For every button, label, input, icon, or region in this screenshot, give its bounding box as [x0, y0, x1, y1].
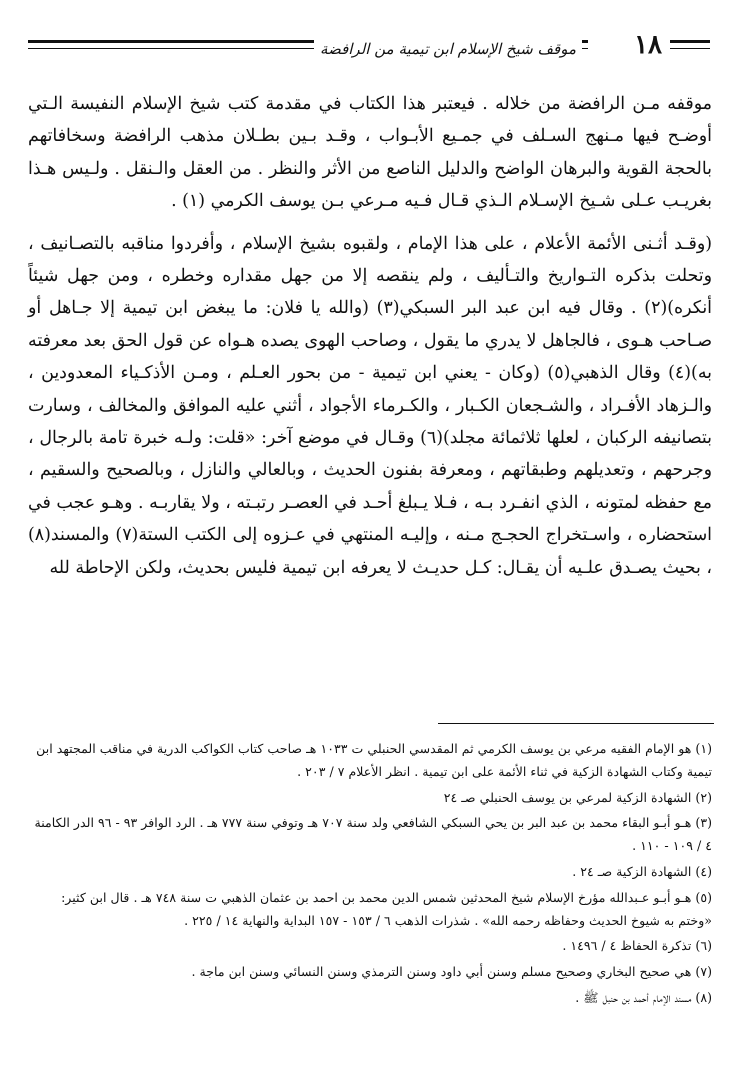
- footnote-item: (٢) الشهادة الزكية لمرعي بن يوسف الحنبلي صـ ٢٤: [443, 789, 712, 805]
- main-text: [28, 88, 712, 594]
- header-rule-right-thick: [670, 40, 710, 43]
- page-header: [28, 28, 710, 68]
- body-paragraph: موقفه مـن الرافضة من خلاله . فيعتبر هذا الكتاب في مقدمة كتب شيخ الإسلام النفيسة الـتي أوضـح فيها مـنهج السـلف في جمـيع الأبـواب ، وقـد بـين بطـلان مذهب الرافضة وسخافاتهم بالحجة القوية والبرهان الواضح والدليل الناصع من الأثر والنظر . من العقل والـنقل . ولـيس هـذا بغريـب عـلى شـيخ الإسـلام الـذي قـال فـيه مـرعي بـن يوسف الكرمي (١) .: [28, 94, 712, 212]
- footnote-item: (١) هو الإمام الفقيه مرعي بن يوسف الكرمي ثم المقدسي الحنبلي ت ١٠٣٣ هـ صاحب كتاب الكواكب الدرية في مناقب المجتهد ابن تيمية وكتاب الشهادة الزكية في ثناء الأئمة على ابن تيمية . انظر الأعلام ٧ / ٢٠٣ .: [36, 741, 712, 779]
- footnote-item: (٥) هـو أبـو عـبدالله مؤرخ الإسلام شيخ المحدثين شمس الدين محمد بن احمد بن عثمان الذهبي ت سنة ٧٤٨ هـ . قال ابن كثير: «وختم به شيوخ الحديث وحفاظه رحمه الله» . شذرات الذهب ٦ / ١٥٣ - ١٥٧ البداية والنهاية ١٤ / ٢٢٥ .: [61, 889, 712, 928]
- header-rule-right-thin: [670, 48, 710, 49]
- footnote-separator: [438, 723, 714, 724]
- body-paragraph: (وقـد أثـنى الأئمة الأعلام ، على هذا الإمام ، ولقبوه بشيخ الإسلام ، وأفردوا مناقبه بالتصـانيف ، وتحلت بذكره التـواريخ والتـأليف ، ولم ينقصه إلا من جهل مقداره وخطره ، ومن جهل شيئاً أنكره)(٢) . وقال فيه ابن عبد البر السبكي(٣) (والله يا فلان: ما يبغض ابن تيمية إلا جـاهل أو صـاحب هـوى ، فالجاهل لا يدري ما يقول ، وصاحب الهوى يصده هـواه عن قول الحق بعد معرفته به)(٤) وقال الذهبي(٥) (وكان - يعني ابن تيمية - من بحور العـلم ، ومـن الأذكـياء المعدودين ، والـزهاد الأفـراد ، والشـجعان الكـبار ، والكـرماء الأجواد ، أثني عليه الموافق والمخالف ، وسارت بتصانيفه الركبان ، لعلها ثلاثمائة مجلد)(٦) وقـال في موضع آخر: «قلت: ولـه خبرة تامة بالرجال ، وجرحهم ، وتعديلهم وطبقاتهم ، ومعرفة بفنون الحديث ، وبالعالي والنازل ، وبالصحيح والسقيم ، مع حفظه لمتونه ، الذي انفـرد بـه ، فـلا يـبلغ أحـد في العصـر رتبـته ، ولا يقاربـه . وهـو عجب في استحضاره ، واسـتخراج الحجـج مـنه ، وإليـه المنتهي في عـزوه إلى الكتب الستة(٧) والمسند(٨) ، بحيث يصـدق علـيه أن يقـال: كـل حديـث لا يعرفه ابن تيمية فليس بحديث، ولكن الإحاطة لله: [28, 233, 713, 578]
- running-title: موقف شيخ الإسلام ابن تيمية من الرافضة: [314, 38, 582, 60]
- footnote-item: (٣) هـو أبـو البقاء محمد بن عبد البر بن يحي السبكي الشافعي ولد سنة ٧٠٧ هـ وتوفي سنة ٧٧٧ هـ . الرد الوافر ٩٣ - ٩٦ الدر الكامنة ٤ / ١٠٩ - ١١٠ .: [34, 815, 712, 854]
- footnote-item: (٦) تذكرة الحفاظ ٤ / ١٤٩٦ .: [562, 938, 712, 954]
- footnote-item: (٤) الشهادة الزكية صـ ٢٤ .: [572, 863, 712, 879]
- footnote-item: (٨) مسند الإمام أحمد بن حنبل ﷺ .: [575, 989, 712, 1005]
- page-number: ١٨: [634, 30, 662, 60]
- footnote-item: (٧) هي صحيح البخاري وصحيح مسلم وسنن أبي داود وسنن الترمذي وسنن النسائي وسنن ابن ماجة .: [191, 964, 712, 980]
- footnotes: [28, 738, 712, 1013]
